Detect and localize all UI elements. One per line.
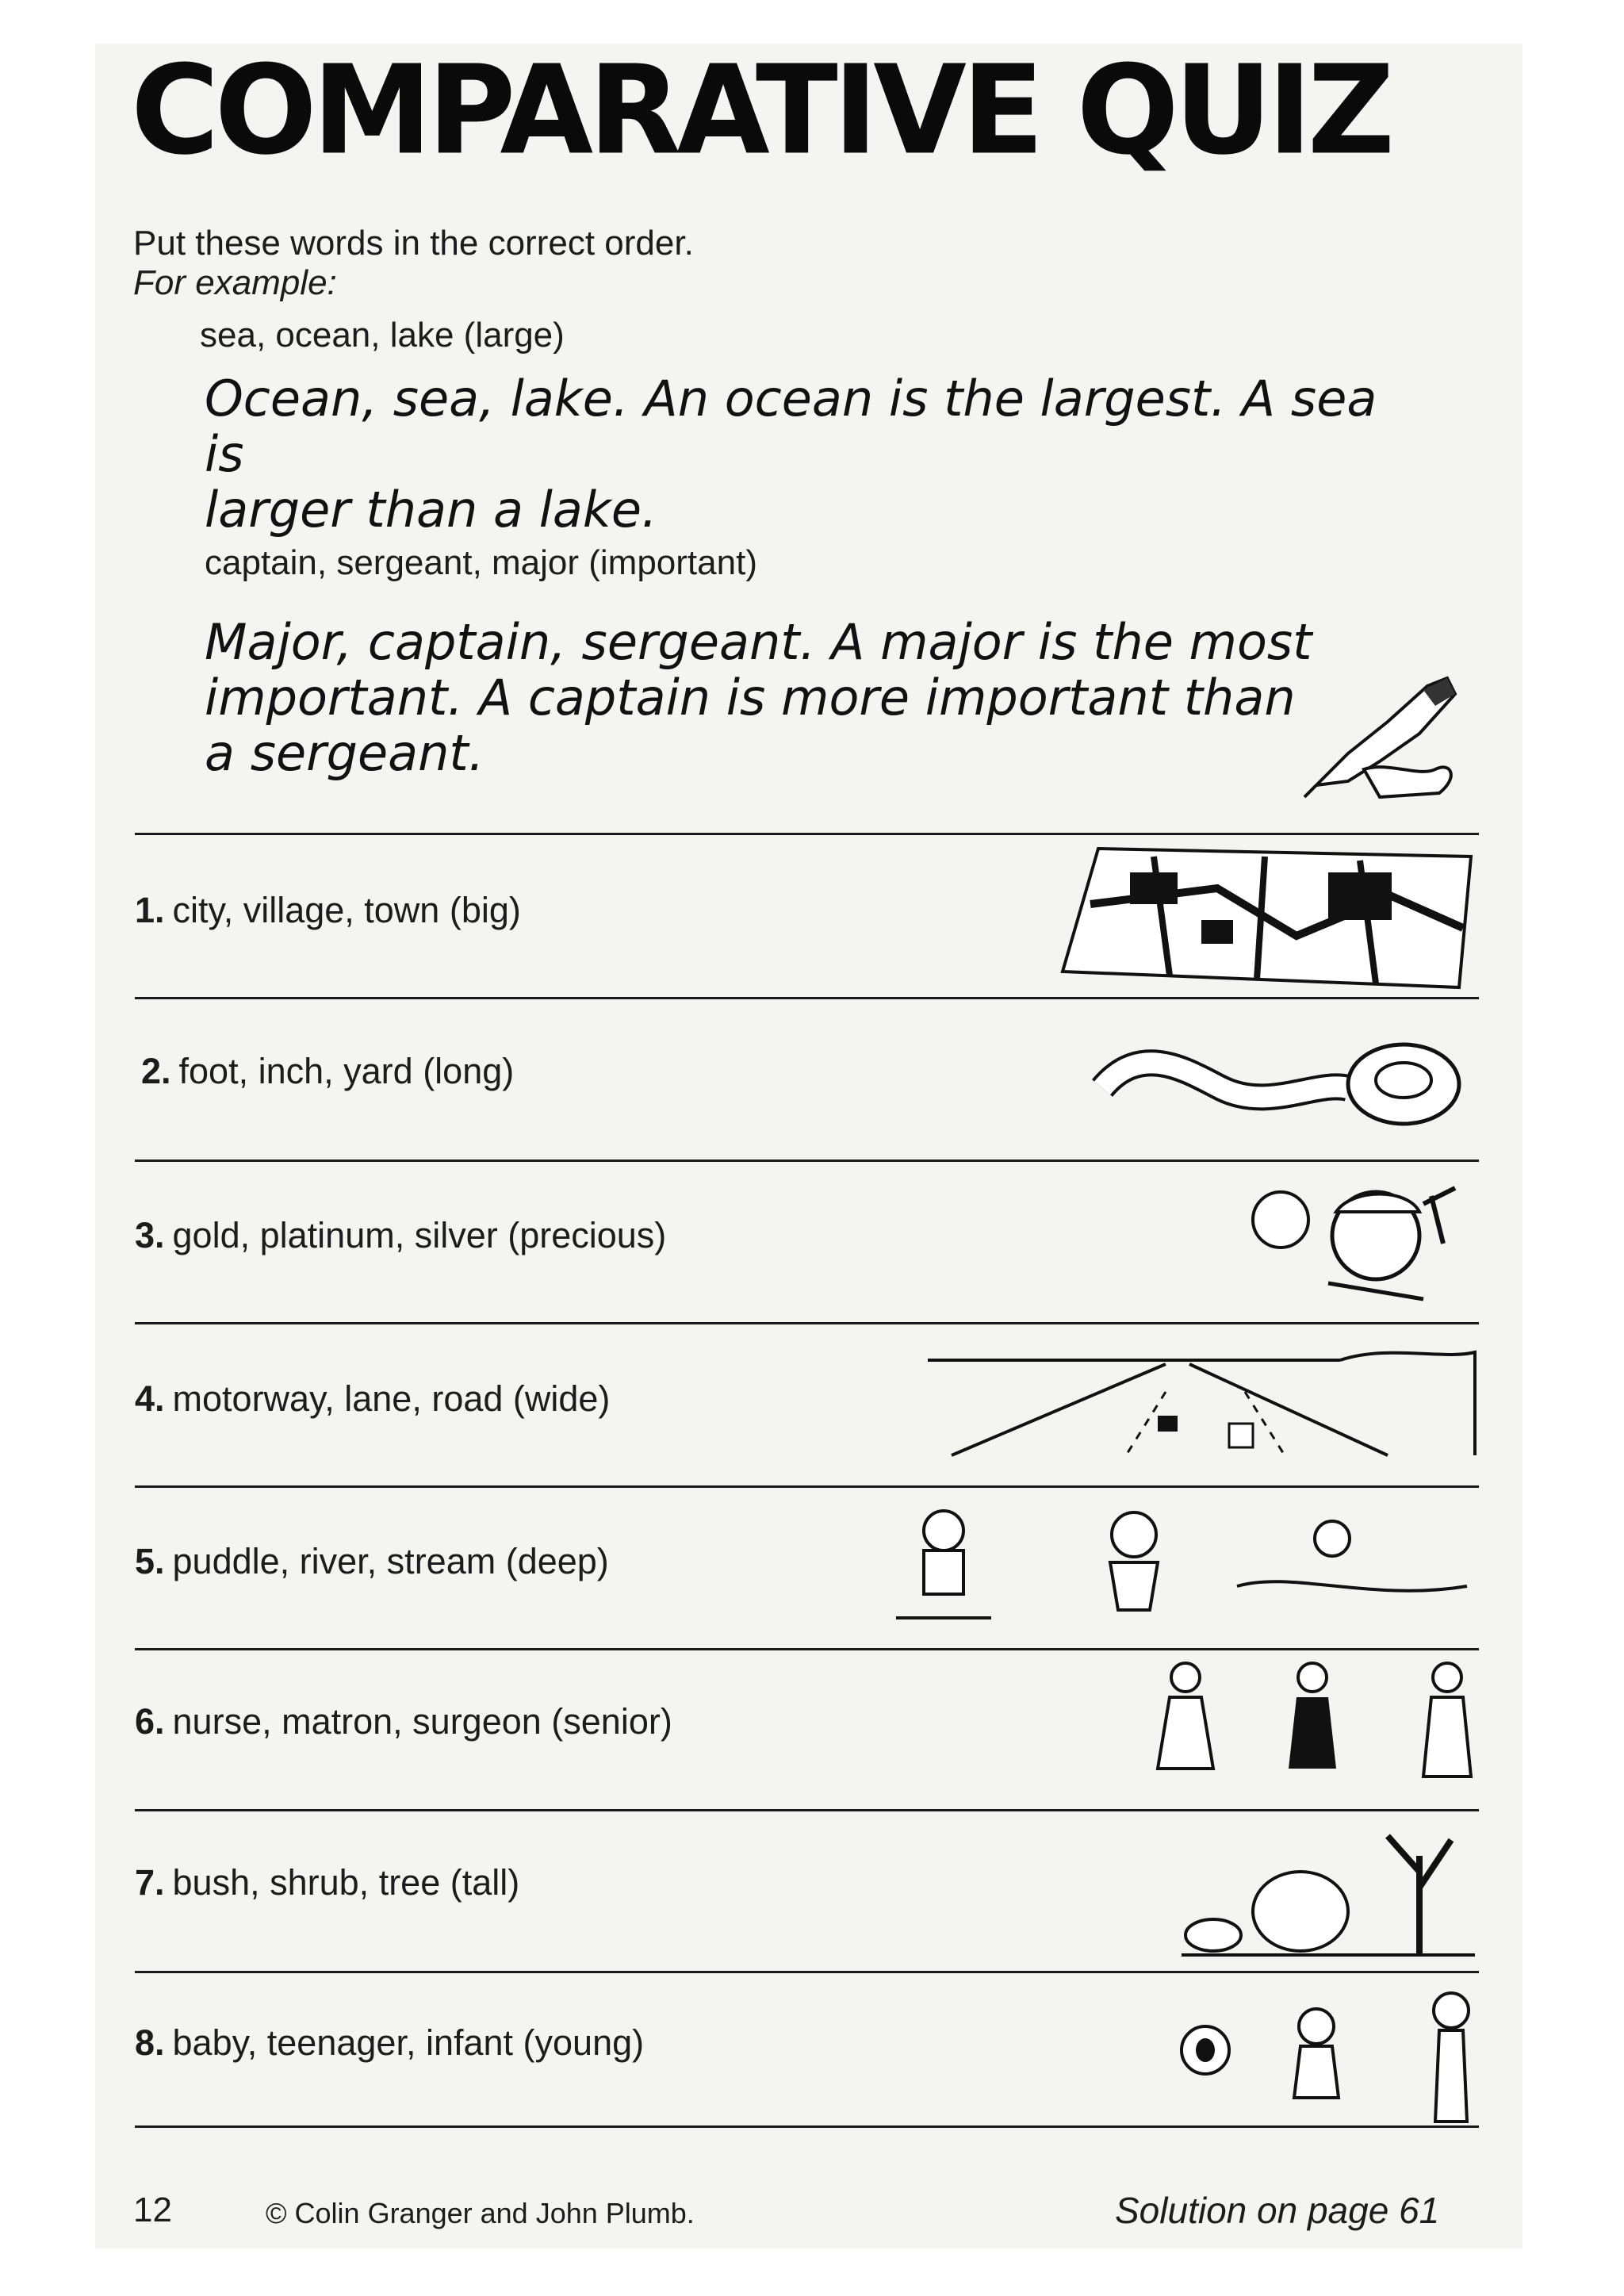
question-number: 3. — [135, 1215, 165, 1255]
question-number: 6. — [135, 1701, 165, 1742]
question-item — [135, 1541, 609, 1582]
question-item — [135, 890, 521, 931]
copyright-notice: © Colin Granger and John Plumb. — [266, 2197, 695, 2229]
question-item — [135, 1862, 519, 1903]
question-item — [135, 2022, 644, 2064]
question-text: city, village, town (big) — [172, 890, 521, 930]
hospital-staff-icon — [1150, 1658, 1483, 1800]
miner-icon — [1217, 1172, 1479, 1315]
divider — [135, 833, 1479, 835]
answer-line: Major, captain, sergeant. A major is the most — [205, 613, 1312, 671]
question-item — [135, 1701, 672, 1742]
answer-line-rule — [135, 1322, 1479, 1324]
page-number: 12 — [133, 2191, 172, 2229]
solution-reference: Solution on page 61 — [1115, 2190, 1440, 2231]
question-number: 4. — [135, 1378, 165, 1419]
page-title: COMPARATIVE QUIZ — [131, 38, 1391, 182]
answer-line-rule — [135, 1159, 1479, 1162]
question-text: nurse, matron, surgeon (senior) — [172, 1701, 672, 1742]
question-number: 8. — [135, 2022, 165, 2063]
tape-measure-icon — [1094, 1025, 1475, 1136]
answer-line: Ocean, sea, lake. An ocean is the largest. A sea is — [205, 370, 1377, 484]
instruction-example-label: For example: — [133, 263, 337, 302]
question-item — [135, 1378, 610, 1420]
example-words: sea, ocean, lake (large) — [200, 316, 565, 355]
answer-line-rule — [135, 1971, 1479, 1973]
question-text: motorway, lane, road (wide) — [172, 1378, 611, 1419]
answer-line-rule — [135, 997, 1479, 999]
question-text: gold, platinum, silver (precious) — [172, 1215, 667, 1255]
answer-line-rule — [135, 1485, 1479, 1488]
question-number: 5. — [135, 1541, 165, 1581]
children-icon — [1158, 1987, 1483, 2129]
question-item — [135, 1215, 666, 1256]
question-item — [141, 1051, 514, 1092]
question-text: puddle, river, stream (deep) — [172, 1541, 609, 1581]
question-text: foot, inch, yard (long) — [178, 1051, 515, 1091]
answer-line-rule — [135, 1648, 1479, 1650]
answer-line: important. A captain is more important than — [205, 669, 1296, 727]
example-words: captain, sergeant, major (important) — [205, 543, 757, 582]
example-answer — [205, 615, 1410, 781]
question-number: 2. — [141, 1051, 171, 1091]
writing-hand-icon — [1300, 666, 1475, 801]
question-number: 1. — [135, 890, 165, 930]
instruction-text: Put these words in the correct order. — [133, 224, 694, 263]
question-number: 7. — [135, 1862, 165, 1903]
question-text: bush, shrub, tree (tall) — [172, 1862, 520, 1903]
answer-line: a sergeant. — [205, 724, 485, 783]
answer-line: larger than a lake. — [205, 481, 657, 539]
example-answer — [205, 371, 1410, 538]
question-text: baby, teenager, infant (young) — [172, 2022, 645, 2063]
map-icon — [1059, 841, 1479, 991]
answer-line-rule — [135, 1809, 1479, 1811]
plants-icon — [1182, 1824, 1483, 1959]
road-icon — [928, 1344, 1483, 1463]
wading-people-icon — [880, 1507, 1475, 1626]
